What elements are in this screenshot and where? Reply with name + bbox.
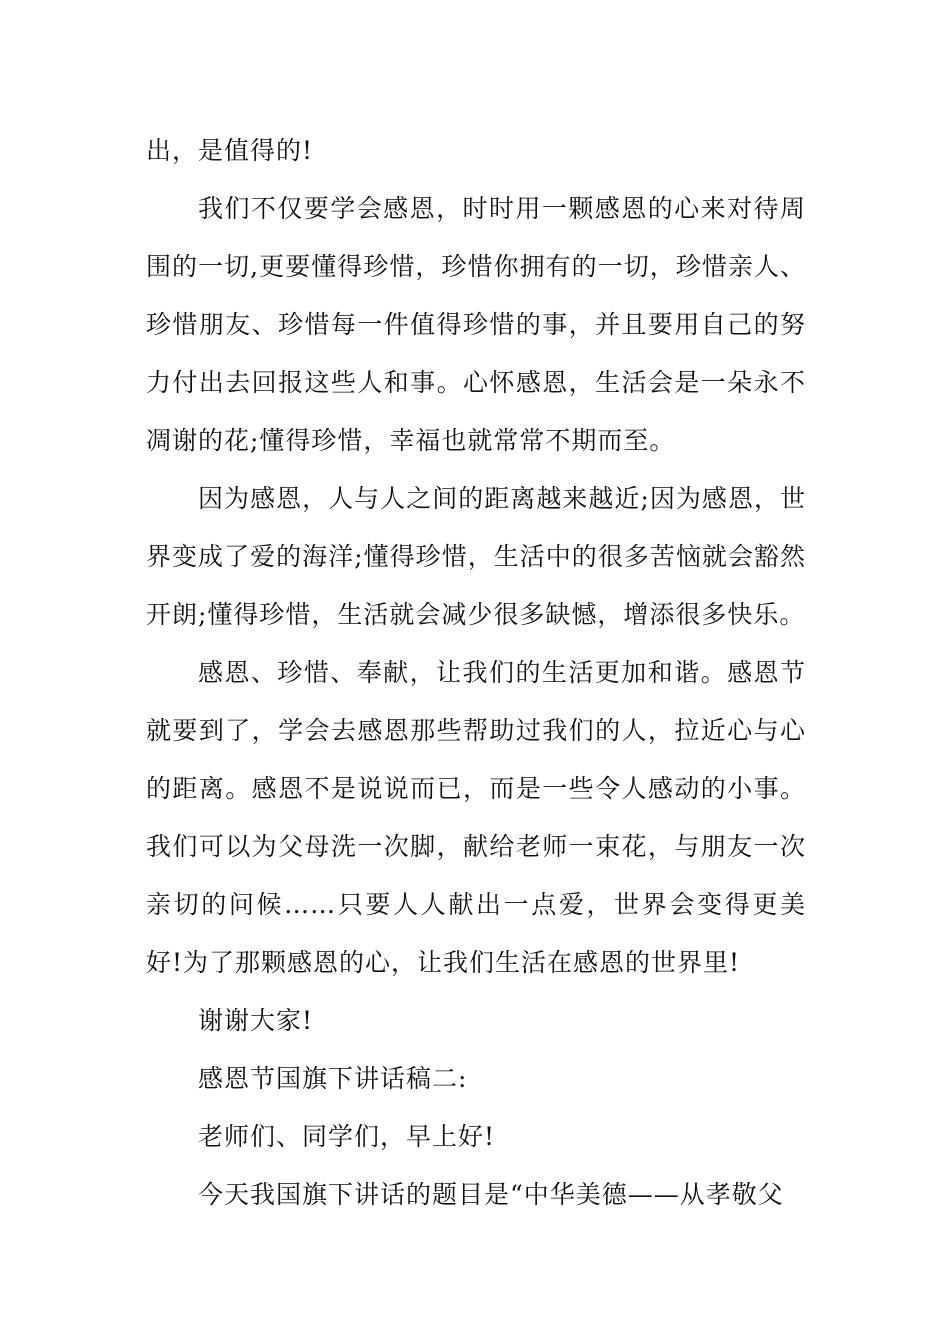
paragraph-closing-thanks: 谢谢大家! [198,1006,314,1035]
paragraph-4: 感恩、珍惜、奉献，让我们的生活更加和谐。感恩节就要到了，学会去感恩那些帮助过我们的人，拉近心与心的距离。感恩不是说说而已，而是一些令人感动的小事。我们可以为父母洗一次脚，献给老师一束花，与朋友一次亲切的问候……只要人人献出一点爱，世界会变得更美好!为了那颗感恩的心，让我们生活在感恩的世界里! [146,658,806,977]
section-heading-speech-two: 感恩节国旗下讲话稿二: [198,1064,468,1093]
paragraph-2: 我们不仅要学会感恩，时时用一颗感恩的心来对待周围的一切,更要懂得珍惜，珍惜你拥有的一切，珍惜亲人、珍惜朋友、珍惜每一件值得珍惜的事，并且要用自己的努力付出去回报这些人和事。心怀感恩，生活会是一朵永不凋谢的花;懂得珍惜，幸福也就常常不期而至。 [146,194,806,455]
paragraph-greeting: 老师们、同学们，早上好! [198,1122,496,1151]
paragraph-3: 因为感恩，人与人之间的距离越来越近;因为感恩，世界变成了爱的海洋;懂得珍惜，生活中的很多苦恼就会豁然开朗;懂得珍惜，生活就会减少很多缺憾，增添很多快乐。 [146,484,806,629]
document-body [146,122,806,1224]
paragraph-topic: 今天我国旗下讲话的题目是“中华美德——从孝敬父 [198,1180,784,1209]
paragraph-1: 出，是值得的! [146,136,314,165]
